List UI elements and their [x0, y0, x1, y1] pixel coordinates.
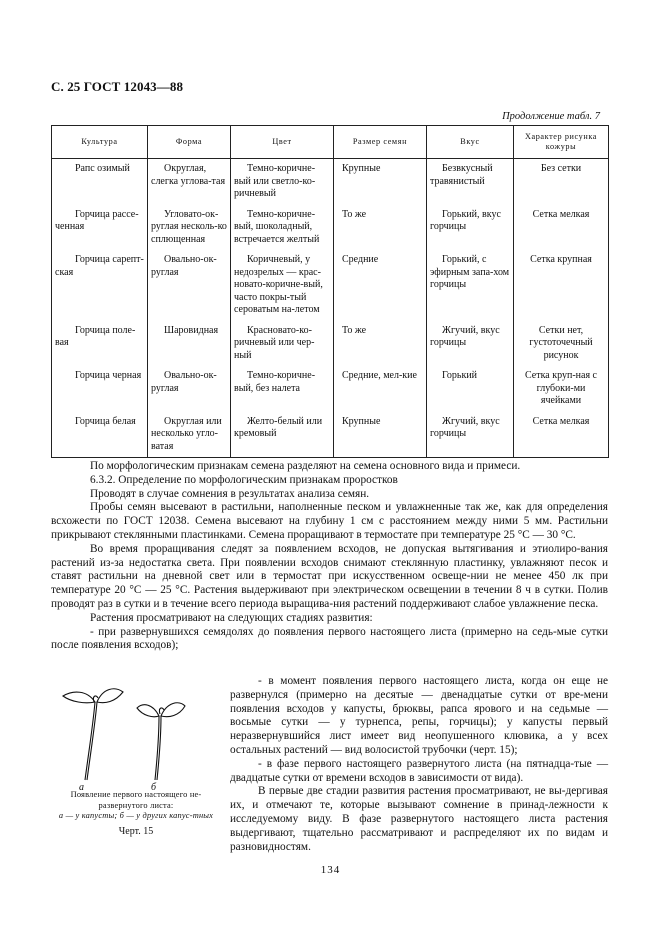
table-cell: Средние [334, 250, 427, 321]
column-header: Вкус [427, 126, 514, 159]
paragraph: В первые две стадии развития растения просматривают, не вы-дергивая их, и отмечают те, которые вызывают сомнение в принад-лежности к исследуемому виду. В фазе развернутого настоящего листа растения выдергивают, тщательно рассматривают и распределяют их по видам и разновидностям. [230, 785, 608, 853]
table-cell: То же [334, 321, 427, 367]
column-header: Характер рисунка кожуры [514, 126, 609, 159]
table-cell: Округлая, слегка углова-тая [148, 159, 231, 205]
table-row [52, 412, 609, 458]
page-number: 134 [320, 864, 341, 876]
table-row [52, 159, 609, 205]
table-row [52, 205, 609, 251]
column-header: Цвет [231, 126, 334, 159]
figure-label-b: б [151, 782, 157, 790]
figure-title: Черт. 15 [118, 825, 154, 837]
body-text [51, 460, 608, 653]
table-cell: Крупные [334, 412, 427, 458]
column-header: Культура [52, 126, 148, 159]
column-header: Размер семян [334, 126, 427, 159]
table-cell: Сетки нет, густоточечный рисунок [514, 321, 609, 367]
table-cell: Горчица черная [52, 366, 148, 412]
seedling-drawing [51, 680, 221, 790]
table-cell: То же [334, 205, 427, 251]
table-cell: Овально-ок-руглая [148, 366, 231, 412]
section-heading: 6.3.2. Определение по морфологическим признакам проростков [90, 473, 398, 486]
table-header-row [52, 126, 609, 159]
paragraph: Растения просматривают на следующих стадиях развития: [90, 611, 373, 624]
table-cell: Крупные [334, 159, 427, 205]
paragraph: Пробы семян высевают в растильни, наполненные песком и увлажненные так же, как для определения всхожести по ГОСТ 12038. Семена высевают на глубину 1 см с расстоянием между ними 5 мм. Растильни прикрывают стеклянными пластинками. Семена проращивают в термостате при температуре 25 °С — 30 °С. [51, 501, 608, 541]
figure-label-a: а [79, 782, 84, 790]
paragraph: - при развернувшихся семядолях до появления первого настоящего листа (примерно на седь-мые сутки после появления всходов); [51, 625, 608, 652]
table-cell: Угловато-ок-руглая несколь-ко сплющенная [148, 205, 231, 251]
table-cell: Сетка мелкая [514, 412, 609, 458]
seed-characteristics-table [51, 125, 609, 458]
table-cell: Темно-коричне-вый, шоколадный, встречается желтый [231, 205, 334, 251]
paragraph: Проводят в случае сомнения в результатах анализа семян. [90, 487, 370, 500]
paragraph: - в фазе первого настоящего развернутого листа (на пятнадца-тые — двадцатые сутки от времени всходов в зависимости от вида). [230, 757, 608, 784]
figure-15 [51, 680, 221, 837]
table-cell: Рапс озимый [52, 159, 148, 205]
table-cell: Горький [427, 366, 514, 412]
table-cell: Темно-коричне-вый, без налета [231, 366, 334, 412]
table-cell: Без сетки [514, 159, 609, 205]
table-cell: Округлая или несколько угло-ватая [148, 412, 231, 458]
right-column-text [230, 675, 608, 854]
table-cell: Безвкусный травянистый [427, 159, 514, 205]
figure-legend: а — у капусты; б — у других капус-тных [58, 811, 214, 820]
table-cell: Шаровидная [148, 321, 231, 367]
table-cell: Горчица поле-вая [52, 321, 148, 367]
table-cell: Горчица сарепт-ская [52, 250, 148, 321]
table-row [52, 321, 609, 367]
table-row [52, 366, 609, 412]
table-cell: Горький, вкус горчицы [427, 205, 514, 251]
table-cell: Желто-белый или кремовый [231, 412, 334, 458]
table-cell: Коричневый, у недозрелых — крас-новато-коричне-вый, часто покры-тый сероватым на-летом [231, 250, 334, 321]
table-cell: Горчица рассе-ченная [52, 205, 148, 251]
table-cell: Красновато-ко-ричневый или чер-ный [231, 321, 334, 367]
table-cell: Горький, с эфирным запа-хом горчицы [427, 250, 514, 321]
table-cell: Жгучий, вкус горчицы [427, 412, 514, 458]
paragraph: - в момент появления первого настоящего листа, когда он еще не развернулся (примерно на десятые — двенадцатые сутки от вре-мени появления всходов у капусты, брюквы, рапса ярового и на седьмые — восьмые сутки — у турнепса, репы, горчицы); у капусты первый неразвернувшийся лист имеет вид неопушенного клювика, а у всех остальных растений — вид волосистой трубочки (черт. 15); [230, 675, 608, 756]
column-header: Форма [148, 126, 231, 159]
table-continuation-label: Продолжение табл. 7 [502, 111, 600, 122]
table-row [52, 250, 609, 321]
table-cell: Сетка круп-ная с глубоки-ми ячейками [514, 366, 609, 412]
table-cell: Средние, мел-кие [334, 366, 427, 412]
table-cell: Сетка крупная [514, 250, 609, 321]
table-cell: Овально-ок-руглая [148, 250, 231, 321]
page-header: С. 25 ГОСТ 12043—88 [51, 79, 184, 94]
table-cell: Сетка мелкая [514, 205, 609, 251]
figure-caption: Появление первого настоящего не-развернутого листа: [70, 790, 202, 810]
paragraph: Во время проращивания следят за появлением всходов, не допуская вытягивания и этиолиро-вания растений из-за недостатка света. При появлении всходов снимают стеклянную пластинку, увлажняют песок и ставят растильни на дневной свет или в термостат при искусственном освеще-нии не менее 450 лк при температуре 20 °С — 25 °С. Растения выдерживают при электрическом освещении в течении 8 ч в сутки. Полив проводят раз в сутки и в течение всего периода выращива-ния растений поддерживают слабое увлажнение песка. [51, 542, 608, 610]
table-cell: Горчица белая [52, 412, 148, 458]
paragraph: По морфологическим признакам семена разделяют на семена основного вида и примеси. [90, 460, 521, 472]
table-cell: Жгучий, вкус горчицы [427, 321, 514, 367]
table-cell: Темно-коричне-вый или светло-ко-ричневый [231, 159, 334, 205]
